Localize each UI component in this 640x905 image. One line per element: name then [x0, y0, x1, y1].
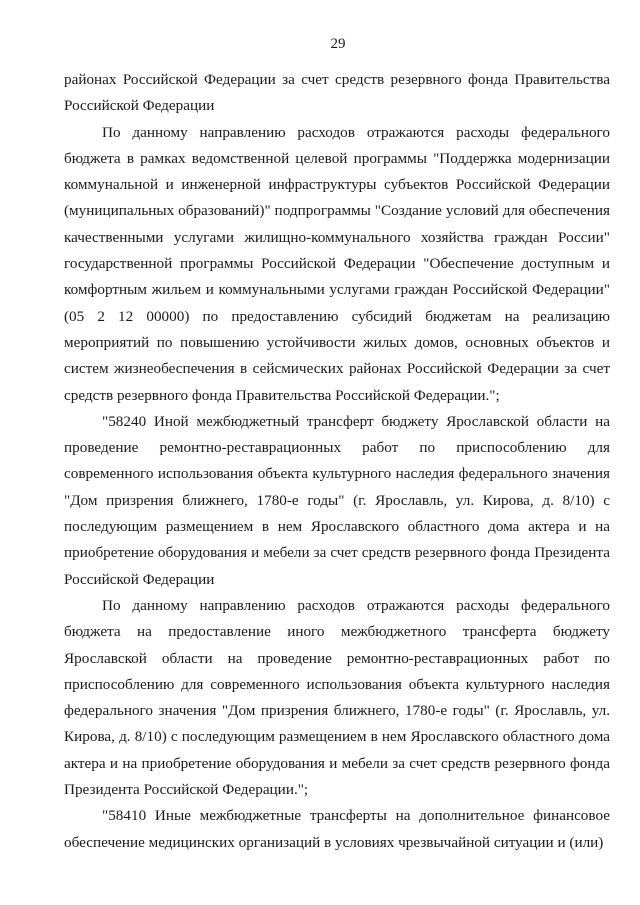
- paragraph: "58240 Иной межбюджетный трансферт бюджету Ярославской области на проведение ремонтно-реставрационных работ по приспособлению для современного использования объекта культурного наследия федерального значения "Дом призрения ближнего, 1780-е годы" (г. Ярославль, ул. Кирова, д. 8/10) с последующим размещением в нем Ярославского областного дома актера и на приобретение оборудования и мебели за счет средств резервного фонда Президента Российской Федерации: [64, 412, 610, 588]
- paragraph: По данному направлению расходов отражаются расходы федерального бюджета на предоставление иного межбюджетного трансферта бюджету Ярославской области на проведение ремонтно-реставрационных работ по приспособлению для современного использования объекта культурного наследия федерального значения "Дом призрения ближнего, 1780-е годы" (г. Ярославль, ул. Кирова, д. 8/10) с последующим размещением в нем Ярославского областного дома актера и на приобретение оборудования и мебели за счет средств резервного фонда Президента Российской Федерации.";: [64, 596, 610, 799]
- document-body: [64, 67, 610, 856]
- paragraph: По данному направлению расходов отражаются расходы федерального бюджета в рамках ведомственной целевой программы "Поддержка модернизации коммунальной и инженерной инфраструктуры субъектов Российской Федерации (муниципальных образований)" подпрограммы "Создание условий для обеспечения качественными услугами жилищно-коммунального хозяйства граждан России" государственной программы Российской Федерации "Обеспечение доступным и комфортным жильем и коммунальными услугами граждан Российской Федерации" (05 2 12 00000) по предоставлению субсидий бюджетам на реализацию мероприятий по повышению устойчивости жилых домов, основных объектов и систем жизнеобеспечения в сейсмических районах Российской Федерации за счет средств резервного фонда Правительства Российской Федерации.";: [64, 123, 610, 404]
- page-number: 29: [330, 36, 346, 52]
- paragraph: "58410 Иные межбюджетные трансферты на дополнительное финансовое обеспечение медицинских организаций в условиях чрезвычайной ситуации и (или): [64, 807, 610, 851]
- paragraph: районах Российской Федерации за счет средств резервного фонда Правительства Российской Федерации: [64, 71, 610, 115]
